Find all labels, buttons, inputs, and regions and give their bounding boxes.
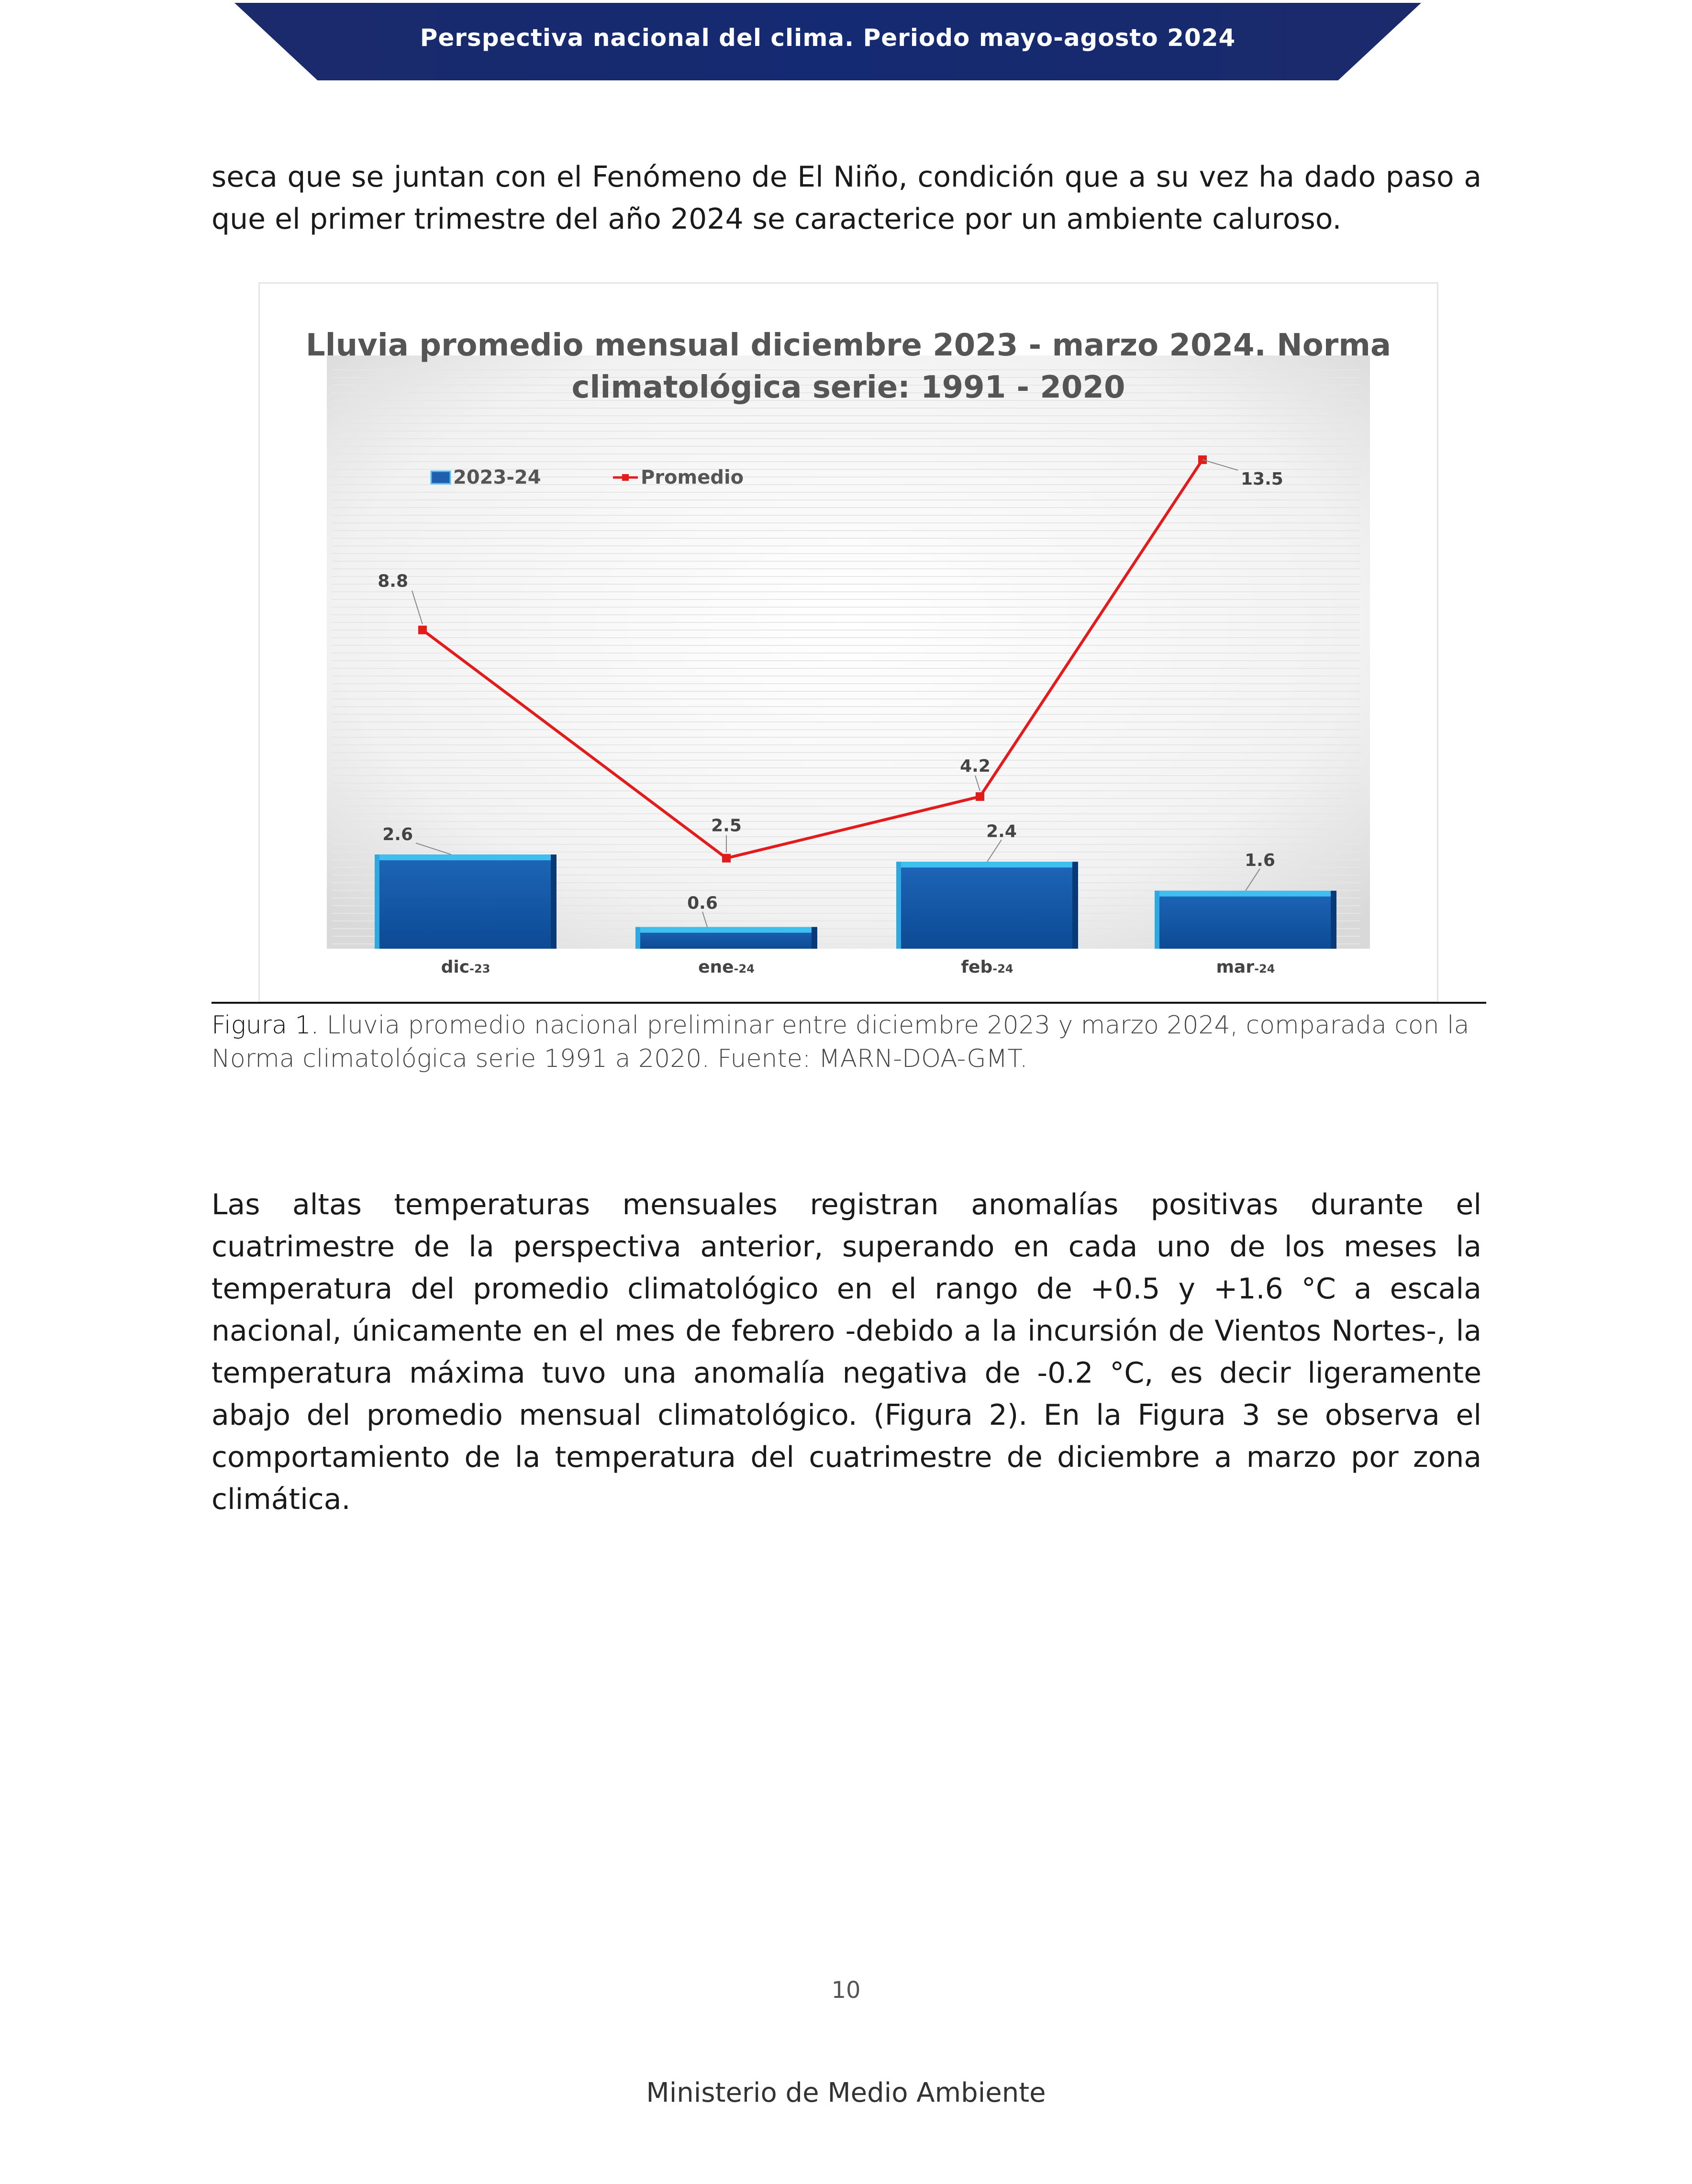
x-tick-label: mar-24 (1216, 957, 1275, 977)
legend-line-marker (622, 474, 629, 481)
bar-right-bevel (1072, 862, 1078, 949)
line-value-label: 2.5 (711, 816, 742, 836)
bar-top-bevel (635, 927, 817, 933)
bar-left-bevel (896, 862, 901, 949)
bar-value-label: 2.4 (986, 821, 1017, 842)
x-tick-label: feb-24 (961, 957, 1013, 977)
bar-left-bevel (1155, 891, 1159, 949)
chart-title-line-1: Lluvia promedio mensual diciembre 2023 - marzo 2024. Norma (305, 328, 1391, 363)
bar-left-bevel (375, 854, 379, 949)
bar-body (375, 854, 557, 949)
line-value-label: 13.5 (1241, 469, 1283, 489)
bar-left-bevel (635, 927, 640, 949)
rainfall-chart-svg (260, 284, 1437, 1001)
paragraph-temperatures: Las altas temperaturas mensuales registran anomalías positivas durante el cuatrimestre de la perspectiva anterior, superando en cada uno de los meses la temperatura del promedio climatológico en el rango de +0.5 y +1.6 °C a escala nacional, únicamente en el mes de febrero -debido a la incursión de Vientos Nortes-, la temperatura máxima tuvo una anomalía negativa de -0.2 °C, es decir ligeramente abajo del promedio mensual climatológico. (Figura 2). En la Figura 3 se observa el comportamiento de la temperatura del cuatrimestre de diciembre a marzo por zona climática. (212, 1188, 1481, 1516)
legend-bar-label: 2023-24 (453, 466, 541, 488)
bar-right-bevel (812, 927, 817, 949)
bar-body (1155, 891, 1336, 949)
promedio-marker (418, 626, 427, 634)
rainfall-chart (258, 282, 1438, 1003)
promedio-marker (722, 854, 731, 863)
chart-title-line-2: climatológica serie: 1991 - 2020 (571, 370, 1125, 405)
header-title: Perspectiva nacional del clima. Periodo mayo-agosto 2024 (420, 24, 1236, 52)
line-value-label: 4.2 (960, 756, 991, 776)
figure-label: Figura 1. (212, 1011, 319, 1040)
bar-top-bevel (375, 854, 557, 860)
footer-ministry: Ministerio de Medio Ambiente (646, 2077, 1046, 2108)
figure-caption (212, 1009, 1484, 1075)
bar-value-label: 1.6 (1245, 850, 1275, 870)
legend-bar-swatch (431, 471, 450, 484)
x-axis-labels (441, 957, 1275, 977)
bar-ene (635, 927, 817, 949)
bar-right-bevel (551, 854, 557, 949)
bar-mar (1155, 891, 1336, 949)
line-value-label: 8.8 (378, 571, 408, 591)
legend-line-label: Promedio (641, 466, 744, 488)
x-tick-label: dic-23 (441, 957, 490, 977)
page-number: 10 (831, 1977, 861, 2004)
bar-body (896, 862, 1078, 949)
bar-dic (375, 854, 557, 949)
bar-top-bevel (1155, 891, 1336, 897)
bar-right-bevel (1331, 891, 1336, 949)
promedio-marker (976, 792, 984, 801)
figure-caption-text: Lluvia promedio nacional preliminar entre diciembre 2023 y marzo 2024, comparada con la Norma climatológica serie 1991 a 2020. Fuente: MARN-DOA-GMT. (212, 1011, 1469, 1073)
bar-feb (896, 862, 1078, 949)
bar-top-bevel (896, 862, 1078, 867)
bar-value-label: 0.6 (687, 893, 718, 913)
bar-value-label: 2.6 (382, 825, 413, 845)
paragraph-intro: seca que se juntan con el Fenómeno de El Niño, condición que a su vez ha dado paso a que el primer trimestre del año 2024 se caracterice por un ambiente caluroso. (212, 160, 1481, 236)
caption-rule (212, 1002, 1486, 1004)
x-tick-label: ene-24 (698, 957, 755, 977)
